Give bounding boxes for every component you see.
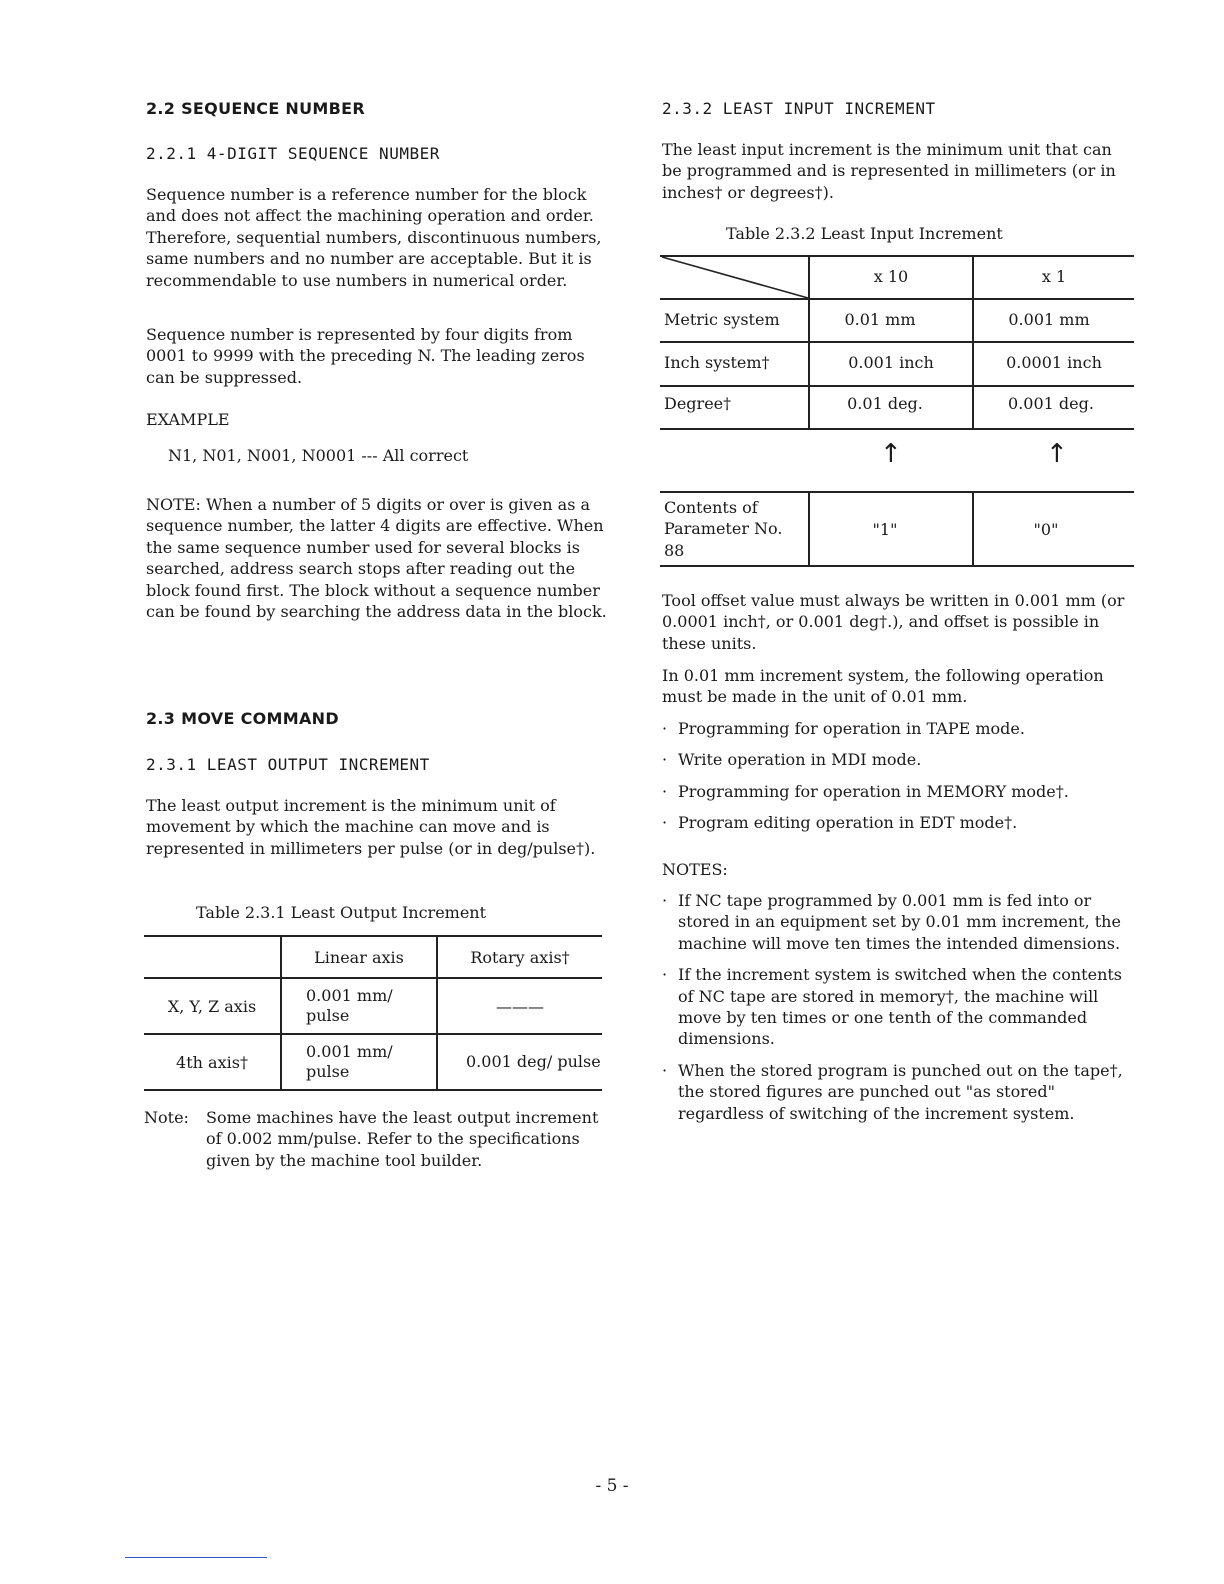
section-2-2-title: 2.2 SEQUENCE NUMBER bbox=[146, 99, 365, 118]
linear-value: 0.001 mm/ pulse bbox=[281, 1034, 437, 1090]
row-label-metric: Metric system bbox=[664, 310, 780, 329]
sequence-note: NOTE: When a number of 5 digits or over is given as a sequence number, the latter 4 digits are effective. When the same sequence number used for several blocks is searched, address search stops after reading out the block found first. The block without a sequence number can be found by searching the address data in the block. bbox=[146, 495, 607, 622]
metric-x1: 0.001 mm bbox=[1008, 310, 1090, 329]
row-label: 4th axis† bbox=[144, 1034, 281, 1090]
header-x1: x 1 bbox=[1041, 267, 1067, 286]
least-output-note: Some machines have the least output increment of 0.002 mm/pulse. Refer to the specifications given by the machine tool builder. bbox=[206, 1108, 599, 1170]
notes-list bbox=[662, 890, 1134, 1124]
list-item: · If NC tape programmed by 0.001 mm is fed into or stored in an equipment set by 0.01 mm increment, the machine will move ten times the intended dimensions. bbox=[662, 891, 1121, 953]
page-number: - 5 - bbox=[595, 1476, 629, 1496]
rotary-value: 0.001 deg/ pulse bbox=[466, 1052, 601, 1071]
parameter-x10: "1" bbox=[872, 520, 898, 539]
degree-x1: 0.001 deg. bbox=[1008, 394, 1094, 413]
table-row bbox=[144, 978, 602, 1034]
degree-x10: 0.01 deg. bbox=[847, 394, 923, 413]
table-corner-cell bbox=[144, 936, 281, 978]
list-item: · Programming for operation in TAPE mode. bbox=[662, 719, 1025, 738]
least-input-table bbox=[660, 255, 1134, 569]
row-label-degree: Degree† bbox=[664, 394, 732, 413]
diagonal-corner-line bbox=[660, 255, 810, 300]
table-row bbox=[144, 1034, 602, 1090]
row-label-inch: Inch system† bbox=[664, 353, 770, 372]
metric-x10: 0.01 mm bbox=[844, 310, 916, 329]
row-label: X, Y, Z axis bbox=[144, 978, 281, 1034]
section-2-3-2-title: 2.3.2 LEAST INPUT INCREMENT bbox=[662, 99, 936, 118]
example-label: EXAMPLE bbox=[146, 410, 230, 429]
sequence-paragraph-2: Sequence number is represented by four digits from 0001 to 9999 with the preceding N. The leading zeros can be suppressed. bbox=[146, 325, 585, 387]
inch-x10: 0.001 inch bbox=[848, 353, 934, 372]
header-rotary-axis: Rotary axis† bbox=[470, 947, 570, 967]
list-item: · Programming for operation in MEMORY mode†. bbox=[662, 781, 1069, 801]
table-2-3-2-caption: Table 2.3.2 Least Input Increment bbox=[726, 224, 1003, 243]
section-2-2-1-title: 2.2.1 4-DIGIT SEQUENCE NUMBER bbox=[146, 144, 440, 163]
header-linear-axis: Linear axis bbox=[281, 936, 437, 978]
header-x10: x 10 bbox=[873, 267, 909, 286]
table-row bbox=[144, 936, 602, 978]
list-item: · Write operation in MDI mode. bbox=[662, 750, 922, 770]
parameter-label: Contents of Parameter No. 88 bbox=[664, 498, 783, 560]
table-2-3-1-caption: Table 2.3.1 Least Output Increment bbox=[196, 903, 487, 922]
list-item: · If the increment system is switched when the contents of NC tape are stored in memory†, the machine will move by ten times or one tenth of the commanded dimensions. bbox=[662, 965, 1123, 1049]
section-2-3-title: 2.3 MOVE COMMAND bbox=[146, 709, 339, 728]
list-item: · Program editing operation in EDT mode†. bbox=[662, 813, 1018, 833]
example-text: N1, N01, N001, N0001 --- All correct bbox=[168, 446, 469, 465]
parameter-x1: "0" bbox=[1033, 520, 1059, 539]
least-output-paragraph: The least output increment is the minimum unit of movement by which the machine can move and is represented in millimeters per pulse (or in deg/pulse†). bbox=[146, 796, 596, 858]
list-item: · When the stored program is punched out on the tape†, the stored figures are punched out "as stored" regardless of switching of the increment system. bbox=[662, 1060, 1123, 1123]
footer-rule bbox=[125, 1557, 267, 1558]
linear-value: 0.001 mm/ pulse bbox=[281, 978, 437, 1034]
note-label: Note: bbox=[144, 1108, 189, 1127]
least-input-paragraph: The least input increment is the minimum unit that can be programmed and is represented in millimeters (or in inches† or degrees†). bbox=[662, 140, 1116, 202]
notes-label: NOTES: bbox=[662, 860, 728, 879]
section-2-3-1-title: 2.3.1 LEAST OUTPUT INCREMENT bbox=[146, 755, 430, 774]
up-arrow-icon: ↑ bbox=[1046, 439, 1068, 469]
up-arrow-icon: ↑ bbox=[880, 439, 902, 469]
operation-list bbox=[662, 718, 1140, 834]
least-output-table bbox=[144, 935, 602, 1091]
rotary-value: ——— bbox=[496, 996, 544, 1016]
sequence-paragraph-1: Sequence number is a reference number for the block and does not affect the machining operation and order. Therefore, sequential numbers, discontinuous numbers, same numbers and no number are acceptable. But it is recommendable to use numbers in numerical order. bbox=[146, 185, 602, 290]
inch-x1: 0.0001 inch bbox=[1006, 353, 1102, 372]
increment-system-paragraph: In 0.01 mm increment system, the following operation must be made in the unit of 0.01 mm. bbox=[662, 666, 1104, 707]
tool-offset-paragraph: Tool offset value must always be written in 0.001 mm (or 0.0001 inch†, or 0.001 deg†.), and offset is possible in these units. bbox=[662, 591, 1125, 653]
